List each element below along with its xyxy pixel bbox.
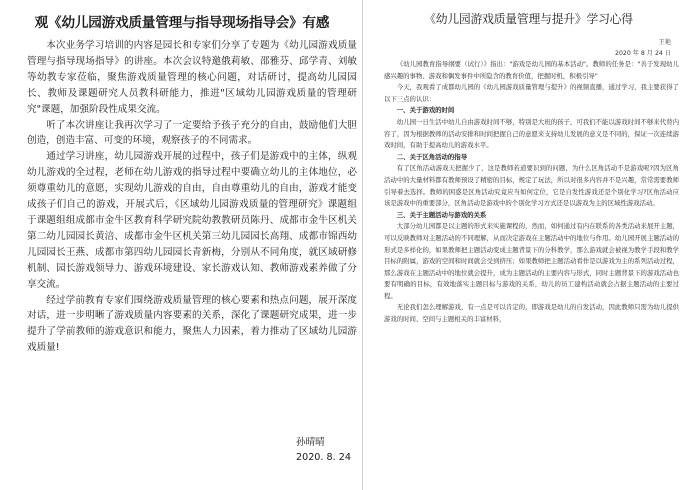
right-paragraph: 今天，我观看了成都幼儿园的《幼儿园游戏质量管理与提升》的视频直播，通过学习，我主要获得了以下三点的认识：: [384, 83, 679, 103]
left-document-body: [27, 38, 357, 356]
right-date: 2020 年 8 月 24 日: [615, 50, 671, 57]
right-paragraph: 大部分幼儿园都是以主题的形式来实施课程的，然而，如何通过有内在联系的各类活动来展开主题，可以反映教师对主题活动的不同理解，从而决定游戏在主题活动中的地位与作用。幼儿园开展主题活动的形式是多样化的，如果教师把主题活动变成主题背景下的分科教学，那么游戏就会被视为教学手段和教学目标的附属，游戏的空间和时间就会受到挤压；如果教师把主题活动看作是以游戏为主的系列活动过程，那么游戏在主题活动中的地位就会提升，成为主题活动的主要内容与形式，同时主题背景下的游戏活动也要有明确的目标，有效地落实主题目标与游戏的关系，幼儿的员工建构活动就会占据主题活动的主要过程。: [384, 222, 679, 300]
left-paragraph: 听了本次讲座让我再次学习了一定要给予孩子充分的自由，鼓励他们大胆创造，创造丰富、可变的环境，观察孩子的不同需求。: [27, 119, 357, 147]
right-section-heading: 一、关于游戏的时间: [396, 106, 455, 115]
right-paragraph: 《幼儿园教育指导纲要（试行）》指出："游戏是幼儿园的基本活动"。教师的任务是："善于发现幼儿感兴趣的事物、游戏和偶发事件中所隐含的教育价值，把握时机，积极引导": [384, 60, 679, 80]
left-paragraph: 本次业务学习培训的内容是园长和专家们分享了专题为《幼儿园游戏质量管理与指导现场指导》的讲座。本次会议特邀俄莉敏、邵雅芬、邱学青、刘敏等幼教专家莅临，聚焦游戏质量管理的核心问题，对话研讨，提高幼儿园园长、教师及课题研究人员教科研能力，推进"区域幼儿园游戏质量的管理研究"课题，加强阶段性成果交流。: [27, 40, 357, 115]
right-document-page: [368, 0, 685, 490]
left-date: 2020. 8. 24: [296, 452, 351, 463]
left-paragraph: 通过学习讲座，幼儿园游戏开展的过程中，孩子们是游戏中的主体，纵观幼儿游戏的全过程，老师在幼儿游戏的指导过程中要确立幼儿的主体地位，必须尊重幼儿的意愿，实现幼儿游戏的自由，自由尊重幼儿的自由，游戏才能变成孩子们自己的游戏，开展式后，《区域幼儿园游戏质量的管理研究》课题组于课题组组成都市金牛区教育科学研究院幼教教研员陈丹、成都市金牛区机关第二幼儿园园长黄涪、成都市金牛区机关第三幼儿园园长高翔、成都市锦西幼儿园园长王燕、成都市第四幼儿园园长青新梅，分别从不同角度，就区域研修机制、园长游戏领导力、游戏环境建设、家长游戏认知、教师游戏素养做了分享交流。: [27, 151, 357, 290]
right-section-heading: 三、关于主题活动与游戏的关系: [396, 210, 487, 219]
right-paragraph: 有了区角活动游戏天把握少了，这是教师若道要识到的问题，为什么区角活动不是游戏呢?因为区角活动中的大量材料都有教师预设了精密的目标，规定了玩法，所以对很多内容并不是兴趣，常常需要教师引导着去选择。教师的困惑是区角活动究竟应当如何定位，它是自发性游戏还是个别化学习?区角活动应该是游戏中的重要部分，区角活动是游戏中的个别化学习方式还是以游戏为主的区域性游戏活动。: [384, 164, 679, 208]
right-document-title: 《幼儿园游戏质量管理与提升》学习心得: [424, 12, 633, 26]
right-paragraph: 无论我们怎么理解游戏，有一点是可以肯定的，即游戏是幼儿的自发活动，因此教师只需为幼儿提供游戏的时间、空间与主题相关的丰富材料，: [384, 303, 679, 324]
right-author: 王艳: [658, 39, 671, 46]
left-paragraph: 经过学前教育专家们围绕游戏质量管理的核心要素和热点问题，展开深度对话，进一步明晰了游戏质量内容要素的关系，深化了课题研究成果，进一步提升了学前教师的游戏意识和能力，聚焦人力因素，着力推动了区域幼儿园游戏质量!: [27, 294, 357, 354]
left-signature: 孙晴晴: [296, 437, 325, 448]
right-document-body: [384, 59, 679, 326]
left-document-title: 观《幼儿园游戏质量管理与指导现场指导会》有感: [34, 15, 330, 31]
right-section-heading: 二、关于区角活动的指导: [396, 152, 468, 161]
right-paragraph: 幼儿园一日生活中幼儿自由游戏时间不够，特别是大班的孩子，可我们不能以游戏时间不够来代替内容了，因为根据教师的活动安排和时间把握自己的意愿来支持幼儿发展的意义是不同的，保证一次连续游戏时间，有助于提高幼儿的游戏水平。: [384, 117, 679, 150]
